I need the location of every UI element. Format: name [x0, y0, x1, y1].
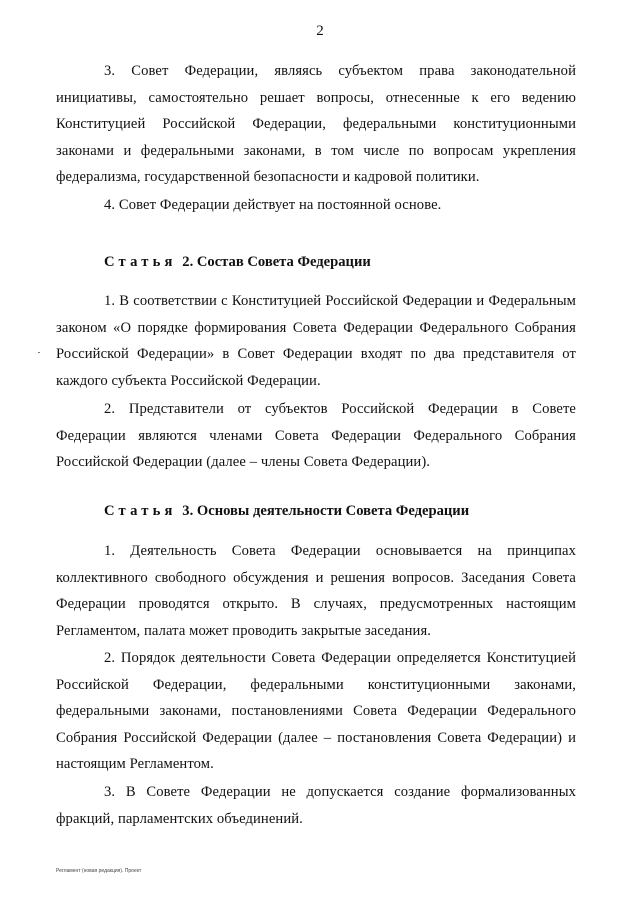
- article-3-heading: [104, 501, 584, 521]
- page-footer: Регламент (новая редакция). Проект: [56, 868, 142, 874]
- article-title: 2. Состав Совета Федерации: [182, 254, 371, 270]
- article-label: Статья: [104, 254, 177, 270]
- page-number: 2: [316, 23, 324, 39]
- paragraph-article3-item1: 1. Деятельность Совета Федерации основывается на принципах коллективного свободного обсуждения и решения вопросов. Заседания Совета Федерации проводятся открыто. В случаях, предусмотренных настоящим Регламентом, палата может проводить закрытые заседания.: [56, 543, 576, 639]
- article-2-heading: [104, 252, 584, 272]
- scan-speck: [38, 352, 40, 353]
- paragraph-article2-item1: 1. В соответствии с Конституцией Российской Федерации и Федеральным законом «О порядке формирования Совета Федерации Федерального Собрания Российской Федерации» в Совет Федерации входят по два представителя от каждого субъекта Российской Федерации.: [56, 293, 576, 389]
- article-title: 3. Основы деятельности Совета Федерации: [182, 503, 470, 519]
- paragraph-article3-item3: 3. В Совете Федерации не допускается создание формализованных фракций, парламентских объединений.: [56, 784, 576, 827]
- paragraph-article3-item2: 2. Порядок деятельности Совета Федерации определяется Конституцией Российской Федерации, федеральными конституционными законами, федеральными законами, постановлениями Совета Федерации Федерального Собрания Российской Федерации (далее – постановления Совета Федерации) и настоящим Регламентом.: [56, 650, 576, 772]
- paragraph-article2-item2: 2. Представители от субъектов Российской Федерации в Совете Федерации являются членами Совета Федерации Федерального Собрания Российской Федерации (далее – члены Совета Федерации).: [56, 401, 576, 470]
- paragraph-article1-item3: 3. Совет Федерации, являясь субъектом права законодательной инициативы, самостоятельно решает вопросы, отнесенные к его ведению Конституцией Российской Федерации, федеральными конституционными законами и федеральными законами, в том числе по вопросам укрепления федерализма, государственной безопасности и кадровой политики.: [56, 63, 576, 185]
- article-label: Статья: [104, 503, 177, 519]
- paragraph-article1-item4: 4. Совет Федерации действует на постоянной основе.: [104, 197, 442, 213]
